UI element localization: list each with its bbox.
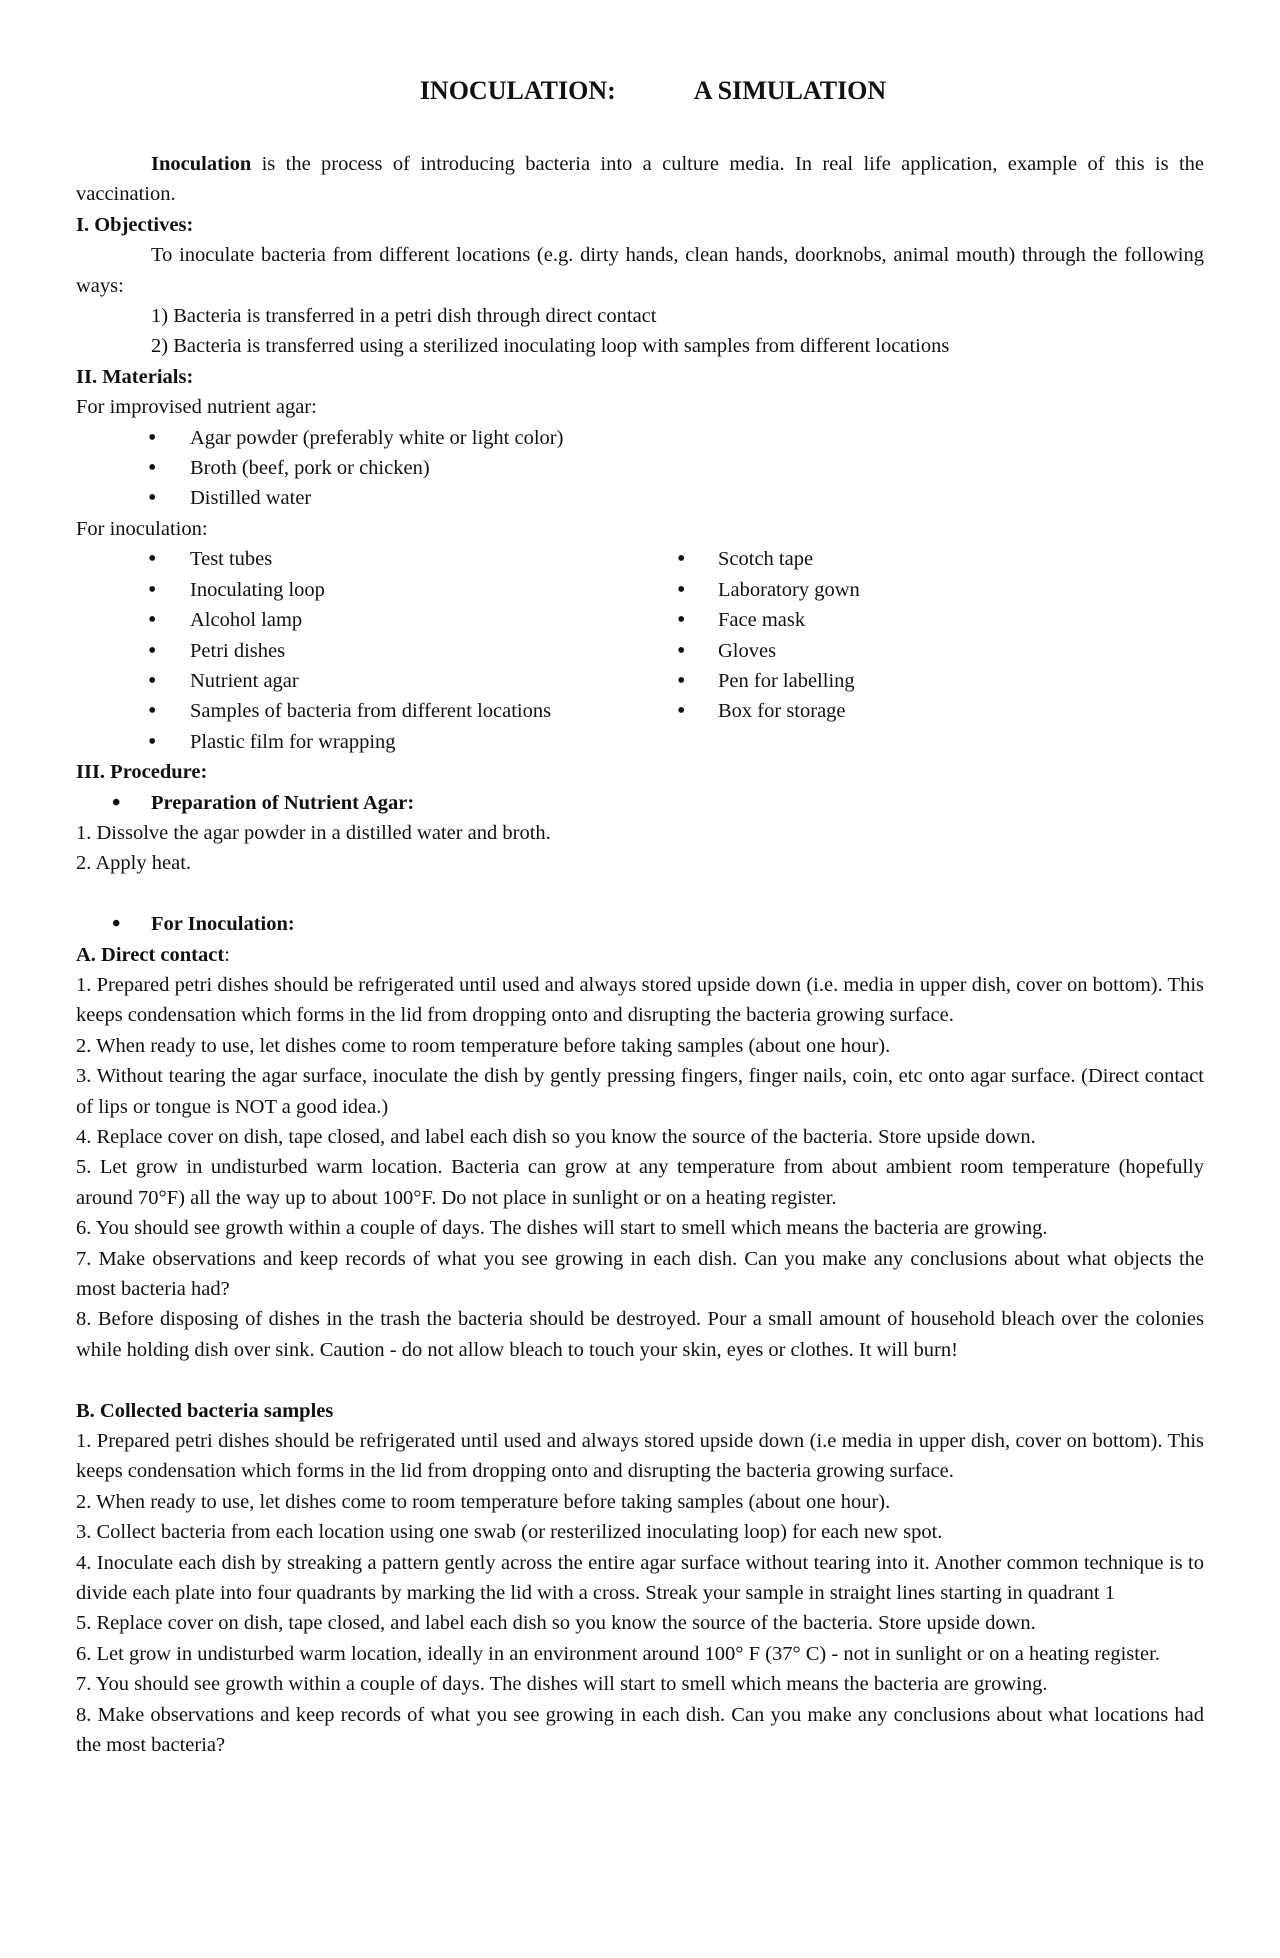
list-item: • Agar powder (preferably white or light color) (76, 423, 1204, 453)
direct-step: 8. Before disposing of dishes in the trash the bacteria should be destroyed. Pour a small amount of household bleach over the colonies while holding dish over sink. Caution - do not allow bleach to touch your skin, eyes or clothes. It will burn! (76, 1308, 1204, 1361)
prep-step: 1. Dissolve the agar powder in a distilled water and broth. (76, 821, 551, 844)
collected-step: 5. Replace cover on dish, tape closed, and label each dish so you know the source of the bacteria. Store upside down. (76, 1612, 1036, 1635)
inoculation-list-left (76, 544, 677, 757)
prep-subheading-list (76, 788, 1204, 818)
direct-step: 3. Without tearing the agar surface, inoculate the dish by gently pressing fingers, finger nails, coin, etc onto agar surface. (Direct contact of lips or tongue is NOT a good idea.) (76, 1065, 1204, 1118)
list-item: • Gloves (677, 636, 1204, 666)
list-item: • Test tubes (76, 544, 677, 574)
title-right: A SIMULATION (693, 76, 887, 105)
list-item: • Plastic film for wrapping (76, 727, 677, 757)
inoc-heading: • For Inoculation: (76, 909, 1204, 939)
list-item: • Broth (beef, pork or chicken) (76, 453, 1204, 483)
direct-step: 1. Prepared petri dishes should be refrigerated until used and always stored upside down (i.e. media in upper dish, cover on bottom). This keeps condensation which forms in the lid from dropping onto and disrupting the bacteria growing surface. (76, 973, 1204, 1027)
direct-contact-colon: : (224, 943, 230, 966)
agar-list (76, 423, 1204, 514)
collected-step: 6. Let grow in undisturbed warm location, ideally in an environment around 100° F (37° C) - not in sunlight or on a heating register. (76, 1642, 1160, 1665)
direct-step: 4. Replace cover on dish, tape closed, and label each dish so you know the source of the bacteria. Store upside down. (76, 1125, 1036, 1148)
list-item: • Scotch tape (677, 544, 1204, 574)
inoc-subheading-list (76, 909, 1204, 939)
direct-step: 5. Let grow in undisturbed warm location. Bacteria can grow at any temperature from about ambient room temperature (hopefully around 70°F) all the way up to about 100°F. Do not place in sunlight or on a heating register. (76, 1156, 1204, 1209)
direct-contact-heading (76, 940, 1204, 970)
list-item: • Box for storage (677, 696, 1204, 726)
intro-paragraph (76, 149, 1204, 210)
prep-step: 2. Apply heat. (76, 852, 192, 875)
direct-step: 2. When ready to use, let dishes come to room temperature before taking samples (about one hour). (76, 1034, 891, 1057)
collected-samples-heading: B. Collected bacteria samples (76, 1399, 334, 1422)
collected-step: 7. You should see growth within a couple of days. The dishes will start to smell which means the bacteria are growing. (76, 1673, 1048, 1696)
intro-text: is the process of introducing bacteria into a culture media. In real life application, example of this is the vaccination. (76, 153, 1204, 206)
collected-step: 4. Inoculate each dish by streaking a pattern gently across the entire agar surface without tearing into it. Another common technique is to divide each plate into four quadrants by marking the lid with a cross. Streak your sample in straight lines starting in quadrant 1 (76, 1551, 1204, 1605)
list-item: • Alcohol lamp (76, 605, 677, 635)
collected-step: 2. When ready to use, let dishes come to room temperature before taking samples (about one hour). (76, 1490, 891, 1513)
intro-term: Inoculation (151, 153, 252, 175)
inoculation-materials (76, 544, 1204, 757)
collected-step: 8. Make observations and keep records of what you see growing in each dish. Can you make any conclusions about what locations had the most bacteria? (76, 1703, 1204, 1757)
objective-item: 2) Bacteria is transferred using a sterilized inoculating loop with samples from different locations (151, 335, 950, 358)
direct-contact-title: A. Direct contact (76, 943, 225, 966)
agar-label: For improvised nutrient agar: (76, 396, 317, 419)
list-item: • Nutrient agar (76, 666, 677, 696)
objectives-heading: I. Objectives: (76, 213, 194, 236)
collected-step: 1. Prepared petri dishes should be refrigerated until used and always stored upside down (i.e media in upper dish, cover on bottom). This keeps condensation which forms in the lid from dropping onto and disrupting the bacteria growing surface. (76, 1430, 1204, 1483)
objective-item: 1) Bacteria is transferred in a petri dish through direct contact (151, 305, 657, 328)
document-title (76, 74, 1204, 108)
list-item: • Inoculating loop (76, 575, 677, 605)
materials-heading: II. Materials: (76, 365, 194, 388)
prep-heading: • Preparation of Nutrient Agar: (76, 788, 1204, 818)
list-item: • Face mask (677, 605, 1204, 635)
direct-step: 7. Make observations and keep records of what you see growing in each dish. Can you make any conclusions about what objects the most bacteria had? (76, 1247, 1204, 1301)
collected-step: 3. Collect bacteria from each location using one swab (or resterilized inoculating loop) for each new spot. (76, 1521, 943, 1544)
objectives-text: To inoculate bacteria from different locations (e.g. dirty hands, clean hands, doorknobs, animal mouth) through the following ways: (76, 244, 1204, 297)
title-left: INOCULATION: (419, 76, 616, 105)
list-item: • Distilled water (76, 483, 1204, 513)
procedure-heading: III. Procedure: (76, 761, 208, 784)
inoculation-label: For inoculation: (76, 517, 208, 540)
list-item: • Pen for labelling (677, 666, 1204, 696)
list-item: • Samples of bacteria from different locations (76, 696, 677, 726)
list-item: • Petri dishes (76, 636, 677, 666)
list-item: • Laboratory gown (677, 575, 1204, 605)
inoculation-list-right (677, 544, 1204, 726)
direct-step: 6. You should see growth within a couple of days. The dishes will start to smell which means the bacteria are growing. (76, 1217, 1048, 1240)
